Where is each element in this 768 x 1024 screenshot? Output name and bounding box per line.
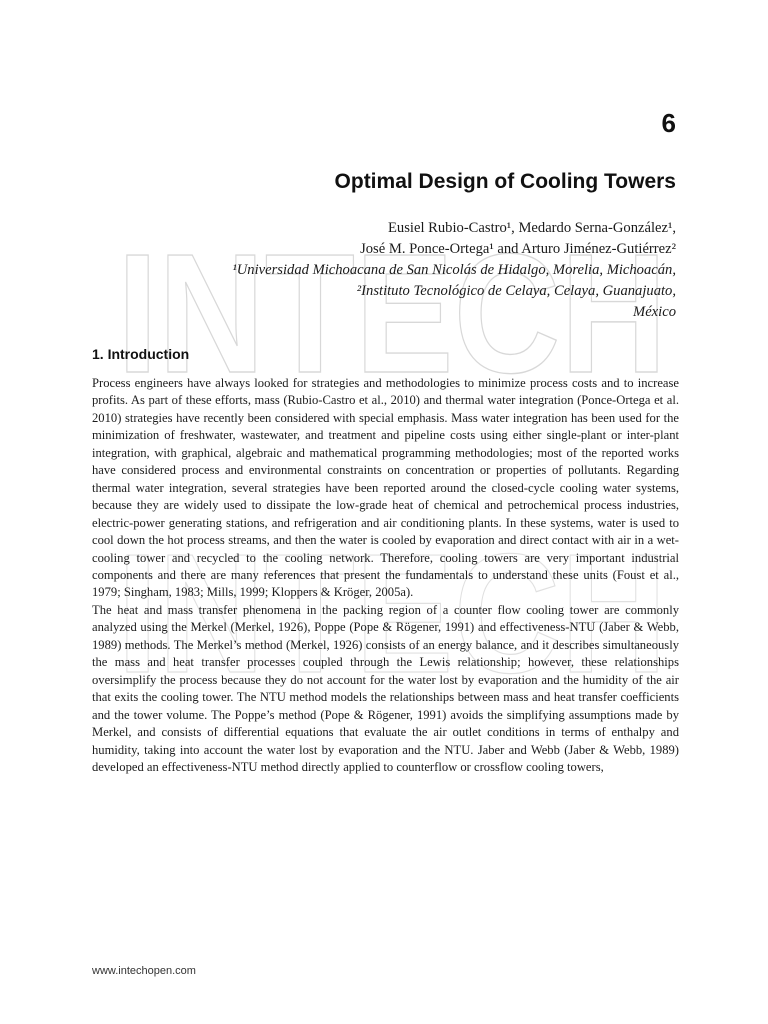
affiliation-line: ¹Universidad Michoacana de San Nicolás de Hidalgo, Morelia, Michoacán, (232, 262, 676, 278)
section-heading: 1. Introduction (92, 346, 190, 362)
body-text (92, 375, 679, 776)
svg-text:INTECH: INTECH (117, 519, 667, 682)
footer-url: www.intechopen.com (92, 965, 196, 977)
svg-text:INTECH: INTECH (117, 232, 667, 409)
author-line: José M. Ponce-Ortega¹ and Arturo Jiménez-Gutiérrez² (360, 241, 676, 257)
affiliation-line: México (633, 304, 676, 320)
paragraph: The heat and mass transfer phenomena in the packing region of a counter flow cooling tower are commonly analyzed using the Merkel (Merkel, 1926), Poppe (Pope & Rögener, 1991) and effectiveness-NTU (Jaber & Webb, 1989) methods. The Merkel’s method (Merkel, 1926) consists of an energy balance, and it describes simultaneously the mass and heat transfer processes coupled through the Lewis relationship; however, these relationships oversimplify the process because they do not account for the water lost by evaporation and the humidity of the air that exits the cooling tower. The NTU method models the relationships between mass and heat transfer coefficients and the tower volume. The Poppe’s method (Pope & Rögener, 1991) avoids the simplifying assumptions made by Merkel, and consists of differential equations that evaluate the air outlet conditions in terms of enthalpy and humidity, taking into account the water lost by evaporation and the NTU. Jaber and Webb (Jaber & Webb, 1989) developed an effectiveness-NTU method directly applied to counterflow or crossflow cooling towers, (92, 602, 679, 774)
author-block (232, 218, 676, 323)
chapter-title: Optimal Design of Cooling Towers (334, 170, 676, 193)
chapter-number: 6 (661, 108, 676, 138)
author-line: Eusiel Rubio-Castro¹, Medardo Serna-González¹, (388, 220, 676, 236)
paragraph: Process engineers have always looked for strategies and methodologies to minimize process costs and to increase profits. As part of these efforts, mass (Rubio-Castro et al., 2010) and thermal water integration (Ponce-Ortega et al. 2010) strategies have recently been considered with special emphasis. Mass water integration has been used for the minimization of freshwater, wastewater, and treatment and pipeline costs using either single-plant or inter-plant integration, with graphical, algebraic and mathematical programming methodologies; most of the reported works have considered process and environmental constraints on concentration or properties of pollutants. Regarding thermal water integration, several strategies have been reported around the closed-cycle cooling water systems, because they are widely used to dissipate the low-grade heat of chemical and petrochemical process industries, electric-power generating stations, and refrigeration and air conditioning plants. In these systems, water is used to cool down the hot process streams, and then the water is cooled by evaporation and direct contact with air in a wet-cooling tower and recycled to the cooling network. Therefore, cooling towers are very important industrial components and there are many references that present the fundamentals to understand these units (Foust et al., 1979; Singham, 1983; Mills, 1999; Kloppers & Kröger, 2005a). (92, 376, 679, 600)
affiliation-line: ²Instituto Tecnológico de Celaya, Celaya, Guanajuato, (356, 283, 676, 299)
